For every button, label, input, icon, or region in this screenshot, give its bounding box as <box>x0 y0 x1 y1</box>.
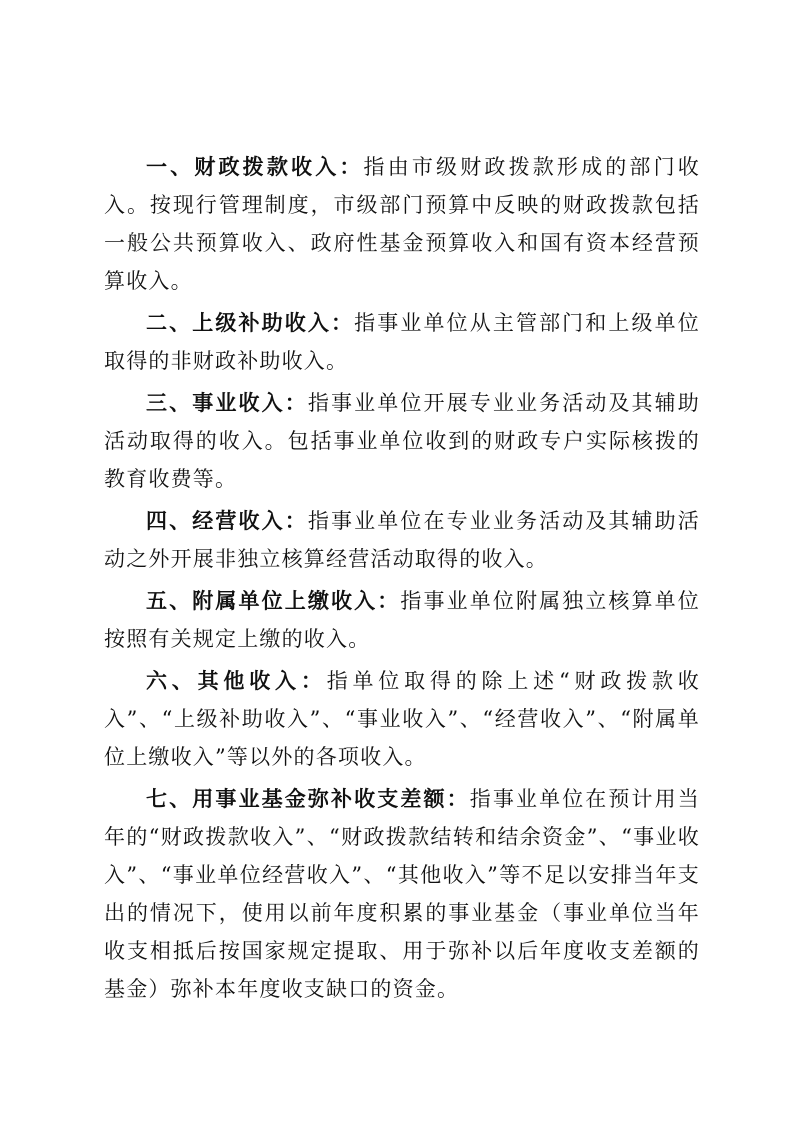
term-label: 七、用事业基金弥补收支差额： <box>146 787 470 811</box>
term-label: 六、其他收入： <box>146 669 327 693</box>
paragraph-business-fund-offset <box>104 780 700 1008</box>
term-definition: 指单位取得的除上述“财政拨款收入”、“上级补助收入”、“事业收入”、“经营收入”、“附属单位上缴收入”等以外的各项收入。 <box>104 669 700 769</box>
term-definition: 指事业单位在专业业务活动及其辅助活动之外开展非独立核算经营活动取得的收入。 <box>104 509 700 571</box>
term-label: 三、事业收入： <box>146 391 308 415</box>
term-definition: 指由市级财政拨款形成的部门收入。按现行管理制度，市级部门预算中反映的财政拨款包括一般公共预算收入、政府性基金预算收入和国有资本经营预算收入。 <box>104 155 700 293</box>
paragraph-business-income <box>104 384 700 498</box>
paragraph-other-income <box>104 662 700 776</box>
term-label: 四、经营收入： <box>146 509 308 533</box>
term-label: 二、上级补助收入： <box>146 311 355 335</box>
paragraph-fiscal-appropriation-income <box>104 148 700 300</box>
term-label: 五、附属单位上缴收入： <box>146 589 401 613</box>
term-label: 一、财政拨款收入： <box>146 155 364 179</box>
term-definition: 指事业单位附属独立核算单位按照有关规定上缴的收入。 <box>104 589 700 651</box>
paragraph-operating-income <box>104 502 700 578</box>
term-definition: 指事业单位开展专业业务活动及其辅助活动取得的收入。包括事业单位收到的财政专户实际核拨的教育收费等。 <box>104 391 700 491</box>
paragraph-affiliated-unit-income <box>104 582 700 658</box>
term-definition: 指事业单位在预计用当年的“财政拨款收入”、“财政拨款结转和结余资金”、“事业收入”、“事业单位经营收入”、“其他收入”等不足以安排当年支出的情况下，使用以前年度积累的事业基金（事业单位当年收支相抵后按国家规定提取、用于弥补以后年度收支差额的基金）弥补本年度收支缺口的资金。 <box>104 787 700 1001</box>
paragraph-superior-subsidy-income <box>104 304 700 380</box>
term-definition: 指事业单位从主管部门和上级单位取得的非财政补助收入。 <box>104 311 700 373</box>
